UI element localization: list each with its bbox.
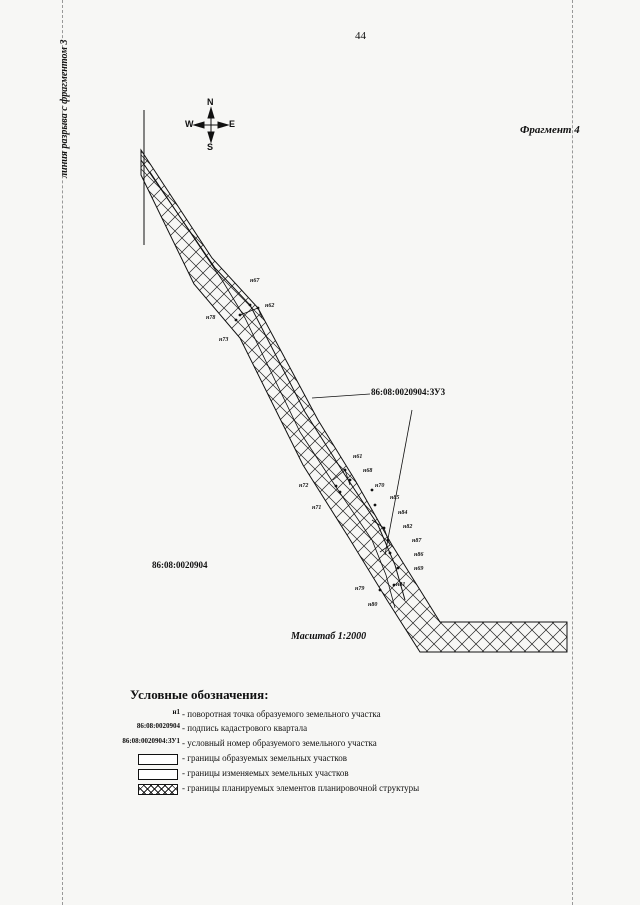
compass-east: E <box>229 119 236 129</box>
legend-symbol-quarter: 86:08:0020904 <box>136 722 180 730</box>
legend-title: Условные обозначения: <box>130 687 269 702</box>
legend-symbol-changed-boundary <box>110 767 180 783</box>
legend-item <box>110 752 510 768</box>
compass-south: S <box>207 142 214 152</box>
scale-label: Масштаб 1:2000 <box>291 631 367 642</box>
legend-item <box>110 782 510 798</box>
plot-id-label: 86:08:0020904:ЗУ3 <box>371 387 446 397</box>
legend-symbol-new-boundary <box>110 752 180 768</box>
point-label: н72 <box>299 483 309 489</box>
legend-text: - условный номер образуемого земельного участка <box>182 738 377 748</box>
compass-north: N <box>207 97 214 107</box>
point-label: н71 <box>312 505 322 511</box>
point-label: н69 <box>414 566 424 572</box>
legend-text: - поворотная точка образуемого земельного участка <box>182 709 381 719</box>
legend-text: - подпись кадастрового квартала <box>182 723 308 733</box>
point-label: н84 <box>398 510 408 516</box>
point-label: н86 <box>414 552 424 558</box>
compass-rose <box>194 108 228 142</box>
legend-item <box>110 722 510 738</box>
point-label: н61 <box>353 454 363 460</box>
break-line-label: линия разрыва с фрагментом 3 <box>59 39 70 178</box>
legend-text: - границы изменяемых земельных участков <box>182 768 349 778</box>
point-label: н68 <box>363 468 373 474</box>
legend-symbol-planning-structure <box>110 782 180 798</box>
legend-text: - границы планируемых элементов планировочной структуры <box>182 783 420 793</box>
point-label: н85 <box>390 495 400 501</box>
point-label: н81 <box>396 582 406 588</box>
legend-item <box>110 767 510 783</box>
compass-west: W <box>185 119 194 129</box>
fragment-label: Фрагмент 4 <box>520 124 580 136</box>
point-label: н78 <box>206 315 216 321</box>
point-label: н62 <box>265 303 275 309</box>
point-label: н87 <box>412 538 422 544</box>
point-label: н70 <box>375 483 385 489</box>
point-label: н79 <box>355 586 365 592</box>
legend-text: - границы образуемых земельных участков <box>182 753 348 763</box>
legend-symbol-point: н1 <box>172 708 180 716</box>
legend-item <box>110 737 510 753</box>
page-number: 44 <box>355 30 366 42</box>
point-label: н80 <box>368 602 378 608</box>
point-label: н82 <box>403 524 413 530</box>
legend-symbol-plot-id: 86:08:0020904:ЗУ1 <box>122 737 180 745</box>
planning-structure-area <box>141 150 567 652</box>
point-label: н73 <box>219 337 229 343</box>
point-label: н67 <box>250 278 260 284</box>
cadastral-quarter-label: 86:08:0020904 <box>152 560 208 570</box>
